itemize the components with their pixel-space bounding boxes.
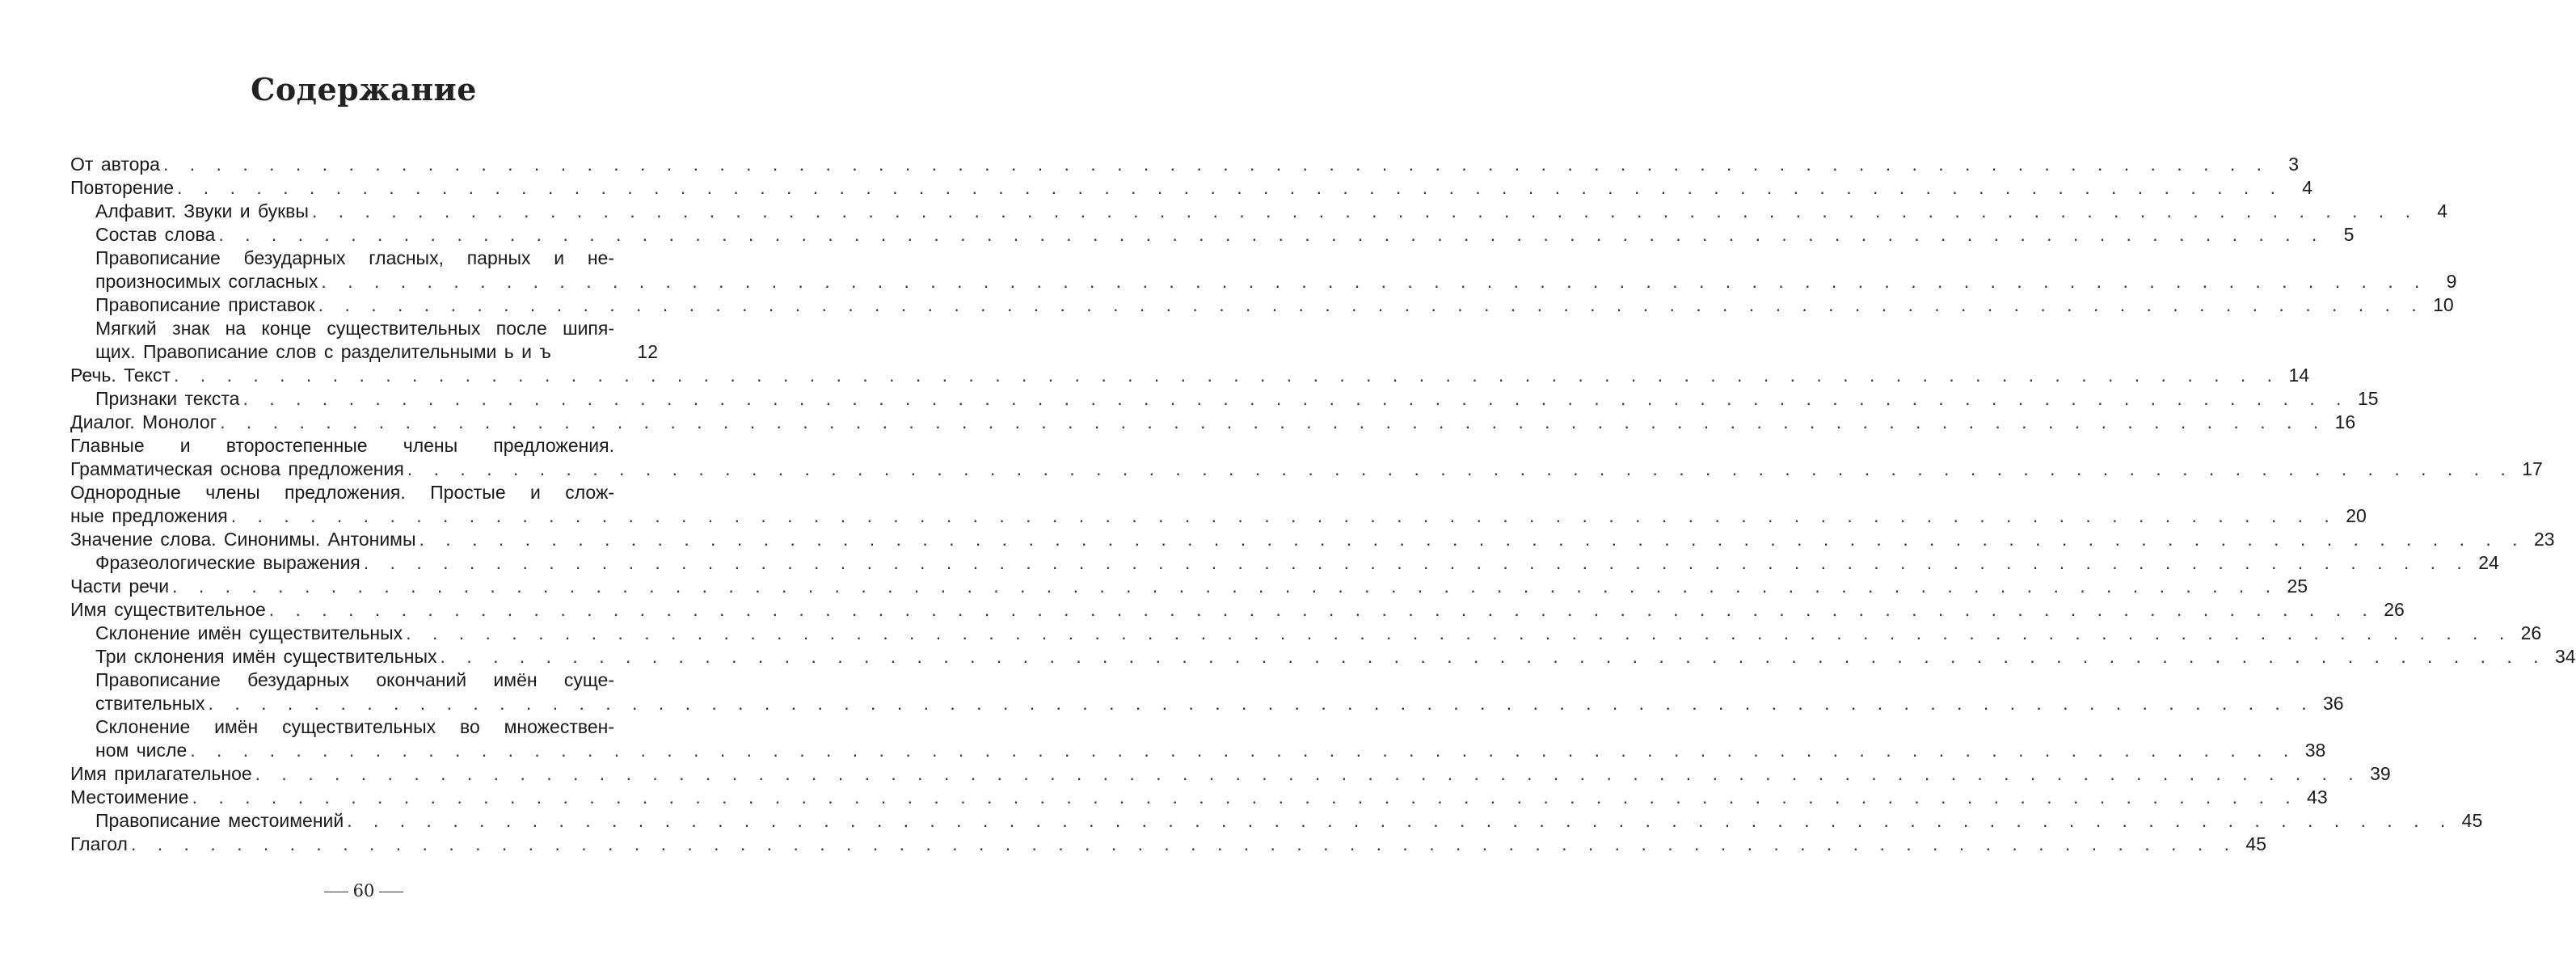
toc-entry-line (95, 270, 2457, 293)
toc-entry-line (95, 293, 2454, 317)
toc-entry-label: щих. Правописание слов с разделительными ь и ъ (95, 341, 551, 362)
toc-entry-label: Имя прилагательное (70, 763, 252, 784)
toc-entry (70, 551, 2499, 575)
toc-entry-label: Речь. Текст (70, 365, 171, 386)
toc-entry-line (70, 528, 2555, 551)
toc-entry-line (95, 692, 2344, 715)
toc-entry-label: Алфавит. Звуки и буквы (95, 200, 309, 221)
dot-leader: . . . . . . . . . . . . . . . . . . . . . . . . . . . . . . . . . . . . . . . . . . . . . . . . . . . . . . . . . . . . . . . . . . . . . . . . . . . . . . . . (174, 365, 2281, 386)
toc-entry-line (95, 200, 2447, 223)
dot-leader: . . . . . . . . . . . . . . . . . . . . . . . . . . . . . . . . . . . . . . . . . . . . . . . . . . . . . . . . . . . . . . . . . . . . . . . . . . . . . . . . (363, 552, 2470, 573)
toc-entry (70, 247, 2457, 293)
toc-entry-line (70, 364, 2310, 387)
page-footer (0, 881, 727, 900)
toc-entry-label: Признаки текста (95, 388, 240, 409)
toc-entry-text: Склонение имён существительных во множествен- (95, 716, 614, 737)
toc-entry (70, 575, 2308, 598)
toc-page-number: 15 (2357, 388, 2379, 409)
toc-entry-line (95, 387, 2379, 411)
toc-entry-label: Местоимение (70, 787, 189, 808)
toc-entry-line (95, 622, 2542, 645)
toc-page-number: 3 (2288, 154, 2300, 175)
toc-entry-label: Склонение имён существительных (95, 622, 403, 643)
toc-page-number: 14 (2288, 365, 2310, 386)
toc-page-number: 20 (2346, 505, 2367, 526)
toc-entry-label: произносимых согласных (95, 271, 318, 292)
toc-page-number: 38 (2304, 740, 2326, 761)
toc-page-number: 10 (2433, 294, 2454, 315)
toc-entry-label: Три склонения имён существительных (95, 646, 437, 667)
dot-leader: . . . . . . . . . . . . . . . . . . . . . . . . . . . . . . . . . . . . . . . . . . . . . . . . . . . . . . . . . . . . . . . . . . . . . . . . . . . . . . . . (255, 763, 2362, 784)
toc-entry (70, 762, 2391, 786)
toc-page-number: 25 (2287, 576, 2308, 597)
toc-entry (70, 411, 2356, 434)
toc-page-number: 26 (2384, 599, 2405, 620)
dot-leader: . . . . . . . . . . . . . . . . . . . . . . . . . . . . . . . . . . . . . . . . . . . . . . . . . . . . . . . . . . . . . . . . . . . . . . . . . . . . . . . . (220, 411, 2327, 432)
toc-entry-label: Правописание местоимений (95, 810, 344, 831)
toc-entry (70, 153, 2300, 176)
dot-leader: . . . . . . . . . . . . . . . . . . . . . . . . . . . . . . . . . . . . . . . . . . . . . . . . . . . . . . . . . . . . . . . . . . . . . . . . . . . . . . . . (268, 599, 2376, 620)
toc-entry-line (95, 809, 2483, 833)
toc-entry (70, 645, 2576, 668)
toc-entry-line (70, 786, 2328, 809)
dot-leader: . . . . . . . . . . . . . . . . . . . . . . . . . . . . . . . . . . . . . . . . . . . . . . . . . . . . . . . . . . . . . . . . . . . . . . . . . . . . . . . . (130, 833, 2238, 854)
toc-entry-line (70, 176, 2313, 200)
toc-page-number: 24 (2478, 552, 2499, 573)
toc-page-number: 34 (2554, 646, 2576, 667)
toc-entry-line (70, 598, 2405, 622)
toc-page-number: 16 (2334, 411, 2356, 432)
toc-page-number: 45 (2461, 810, 2483, 831)
toc-entry-text: Правописание безударных окончаний имён суще- (95, 669, 614, 690)
toc-page-number: 4 (2302, 177, 2313, 198)
dot-leader: . . . . . . . . . . . . . . . . . . . . . . . . . . . . . . . . . . . . . . . . . . . . . . . . . . . . . . . . . . . . . . . . . . . . . . . . . . . . . . . . (419, 529, 2526, 550)
toc-entry-text: Однородные члены предложения. Простые и слож- (70, 482, 614, 503)
page-number: 60 (352, 881, 375, 900)
toc-entry-text: Мягкий знак на конце существительных после шипя- (95, 318, 614, 339)
toc-page-number: 17 (2522, 458, 2543, 479)
toc-entry (70, 668, 2344, 715)
toc-entry-label: ствительных (95, 693, 205, 714)
toc-entry (70, 622, 2542, 645)
toc-entry-label: От автора (70, 154, 160, 175)
toc-entry-label: Части речи (70, 576, 170, 597)
toc-page-number: 26 (2520, 622, 2542, 643)
dot-leader: . . . . . . . . . . . . . . . . . . . . . . . . . . . . . . . . . . . . . . . . . . . . . . . . . . . . . . . . . . . . . . . . . . . . . . . . . . . . . . . . (162, 154, 2270, 175)
toc-entry-line (70, 153, 2300, 176)
toc-entry-line (95, 551, 2499, 575)
toc-entry-line (70, 762, 2391, 786)
toc-entry-label: ном числе (95, 740, 188, 761)
toc-entry-line (70, 833, 2267, 856)
dot-leader: . . . . . . . . . . . . . . . . . . . . . . . . . . . . . . . . . . . . . . . . . . . . . . . . . . . . . . . . . . . . . . . . . . . . . . . . . . . . . . . . (177, 177, 2284, 198)
dot-leader: . . . . . . . . . . . . . . . . . . . . . . . . . . . . . . . . . . . . . . . . . . . . . . . . . . . . . . . . . . . . . . . . . . . . . . . . . . . . . . . . (321, 271, 2428, 292)
toc-entry-line (95, 645, 2576, 668)
toc-entry (70, 317, 658, 364)
toc-page-number: 43 (2307, 787, 2328, 808)
toc-entry (70, 293, 2454, 317)
toc-entry-label: Правописание приставок (95, 294, 315, 315)
toc-page-number: 5 (2343, 224, 2355, 245)
toc-page-number: 45 (2245, 833, 2267, 854)
toc-entry-label: ные предложения (70, 505, 228, 526)
dot-leader: . . . . . . . . . . . . . . . . . . . . . . . . . . . . . . . . . . . . . . . . . . . . . . . . . . . . . . . . . . . . . . . . . . . . . . . . . . . . . . . . (192, 787, 2299, 808)
toc-entry-label: Повторение (70, 177, 175, 198)
toc-entry-label: Значение слова. Синонимы. Антонимы (70, 529, 416, 550)
toc-page-number: 4 (2437, 200, 2447, 221)
toc-entry-label: Состав слова (95, 224, 216, 245)
dot-leader: . . . . . . . . . . . . . . . . . . . . . . . . . . . . . . . . . . . . . . . . . . . . . . . . . . . . . . . . . . . . . . . . . . . . . . . . . . . . . . . . (318, 294, 2425, 315)
dot-leader: . . . . . . . . . . . . . . . . . . . . . . . . . . . . . . . . . . . . . . . . . . . . . . . . . . . . . . . . . . . . . . . . . . . . . . . . . . . . . . . . (242, 388, 2350, 409)
toc-entry-line (95, 340, 658, 364)
dot-leader: . . . . . . . . . . . . . . . . . . . . . . . . . . . . . . . . . . . . . . . . . . . . . . . . . . . . . . . . . . . . . . . . . . . . . . . . . . . . . . . . (190, 740, 2297, 761)
toc-entry-label: Глагол (70, 833, 128, 854)
dot-leader: . . . . . . . . . . . . . . . . . . . . . . . . . . . . . . . . . . . . . . . . . . . . . . . . . . . . . . . . . . . . . . . . . . . . . . . . . . . . . . . . (218, 224, 2325, 245)
toc-entry-text: Правописание безударных гласных, парных и не- (95, 247, 614, 268)
toc-entry-line (70, 504, 2367, 528)
toc-entry-label: Имя существительное (70, 599, 266, 620)
toc-entry (70, 833, 2267, 856)
toc-entry (70, 481, 2367, 528)
toc-entry-label: Диалог. Монолог (70, 411, 217, 432)
table-of-contents (70, 153, 2576, 856)
toc-entry (70, 200, 2447, 223)
toc-page-number: 9 (2446, 271, 2457, 292)
dot-leader: . . . . . . . . . . . . . . . . . . . . . . . . . . . . . . . . . . . . . . . . . . . . . . . . . . . . . . . . . . . . . . . . . . . . . . . . . . . . . . . . (407, 458, 2514, 479)
toc-page-number: 23 (2533, 529, 2555, 550)
toc-entry-line (95, 739, 2326, 762)
toc-entry (70, 364, 2310, 387)
toc-entry (70, 434, 2543, 481)
toc-entry (70, 715, 2326, 762)
toc-entry-label: Грамматическая основа предложения (70, 458, 404, 479)
dot-leader: . . . . . . . . . . . . . . . . . . . . . . . . . . . . . . . . . . . . . . . . . . . . . . . . . . . . . . . . . . . . . . . . . . . . . . . . . . . . . . . . (230, 505, 2338, 526)
toc-page-number: 39 (2370, 763, 2391, 784)
dot-leader: . . . . . . . . . . . . . . . . . . . . . . . . . . . . . . . . . . . . . . . . . . . . . . . . . . . . . . . . . . . . . . . . . . . . . . . . . . . . . . . . (406, 622, 2513, 643)
toc-entry-line (70, 575, 2308, 598)
toc-page-number: 12 (637, 341, 658, 362)
dot-leader: . . . . . . . . . . . . . . . . . . . . . . . . . . . . . . . . . . . . . . . . . . . . . . . . . . . . . . . . . . . . . . . . . . . . . . . . . . . . . . . . (440, 646, 2547, 667)
toc-entry (70, 809, 2483, 833)
dot-leader: . . . . . . . . . . . . . . . . . . . . . . . . . . . . . . . . . . . . . . . . . . . . . . . . . . . . . . . . . . . . . . . . . . . . . . . . . . . . . . . . (208, 693, 2315, 714)
dot-leader: . . . . . . . . . . . . . . . . . . . . . . . . . . . . . . . . . . . . . . . . . . . . . . . . . . . . . . . . . . . . . . . . . . . . . . . . . . . . . . . . (172, 576, 2279, 597)
toc-page-number: 36 (2323, 693, 2344, 714)
toc-entry-line (70, 458, 2543, 481)
toc-entry-label: Фразеологические выражения (95, 552, 360, 573)
toc-entry-text: Главные и второстепенные члены предложения. (70, 435, 614, 456)
toc-entry (70, 528, 2555, 551)
toc-entry (70, 598, 2405, 622)
toc-entry-line (70, 411, 2356, 434)
toc-entry (70, 786, 2328, 809)
dot-leader: . . . . . . . . . . . . . . . . . . . . . . . . . . . . . . . . . . . . . . . . . . . . . . . . . . . . . . . . . . . . . . . . . . . . . . . . . . . . . . . . (347, 810, 2454, 831)
toc-entry-line (95, 223, 2355, 247)
toc-entry (70, 223, 2355, 247)
dot-leader: . . . . . . . . . . . . . . . . . . . . . . . . . . . . . . . . . . . . . . . . . . . . . . . . . . . . . . . . . . . . . . . . . . . . . . . . . . . . . . . . (311, 200, 2418, 221)
toc-entry (70, 176, 2313, 200)
toc-entry (70, 387, 2379, 411)
page-title: Содержание (251, 71, 477, 108)
